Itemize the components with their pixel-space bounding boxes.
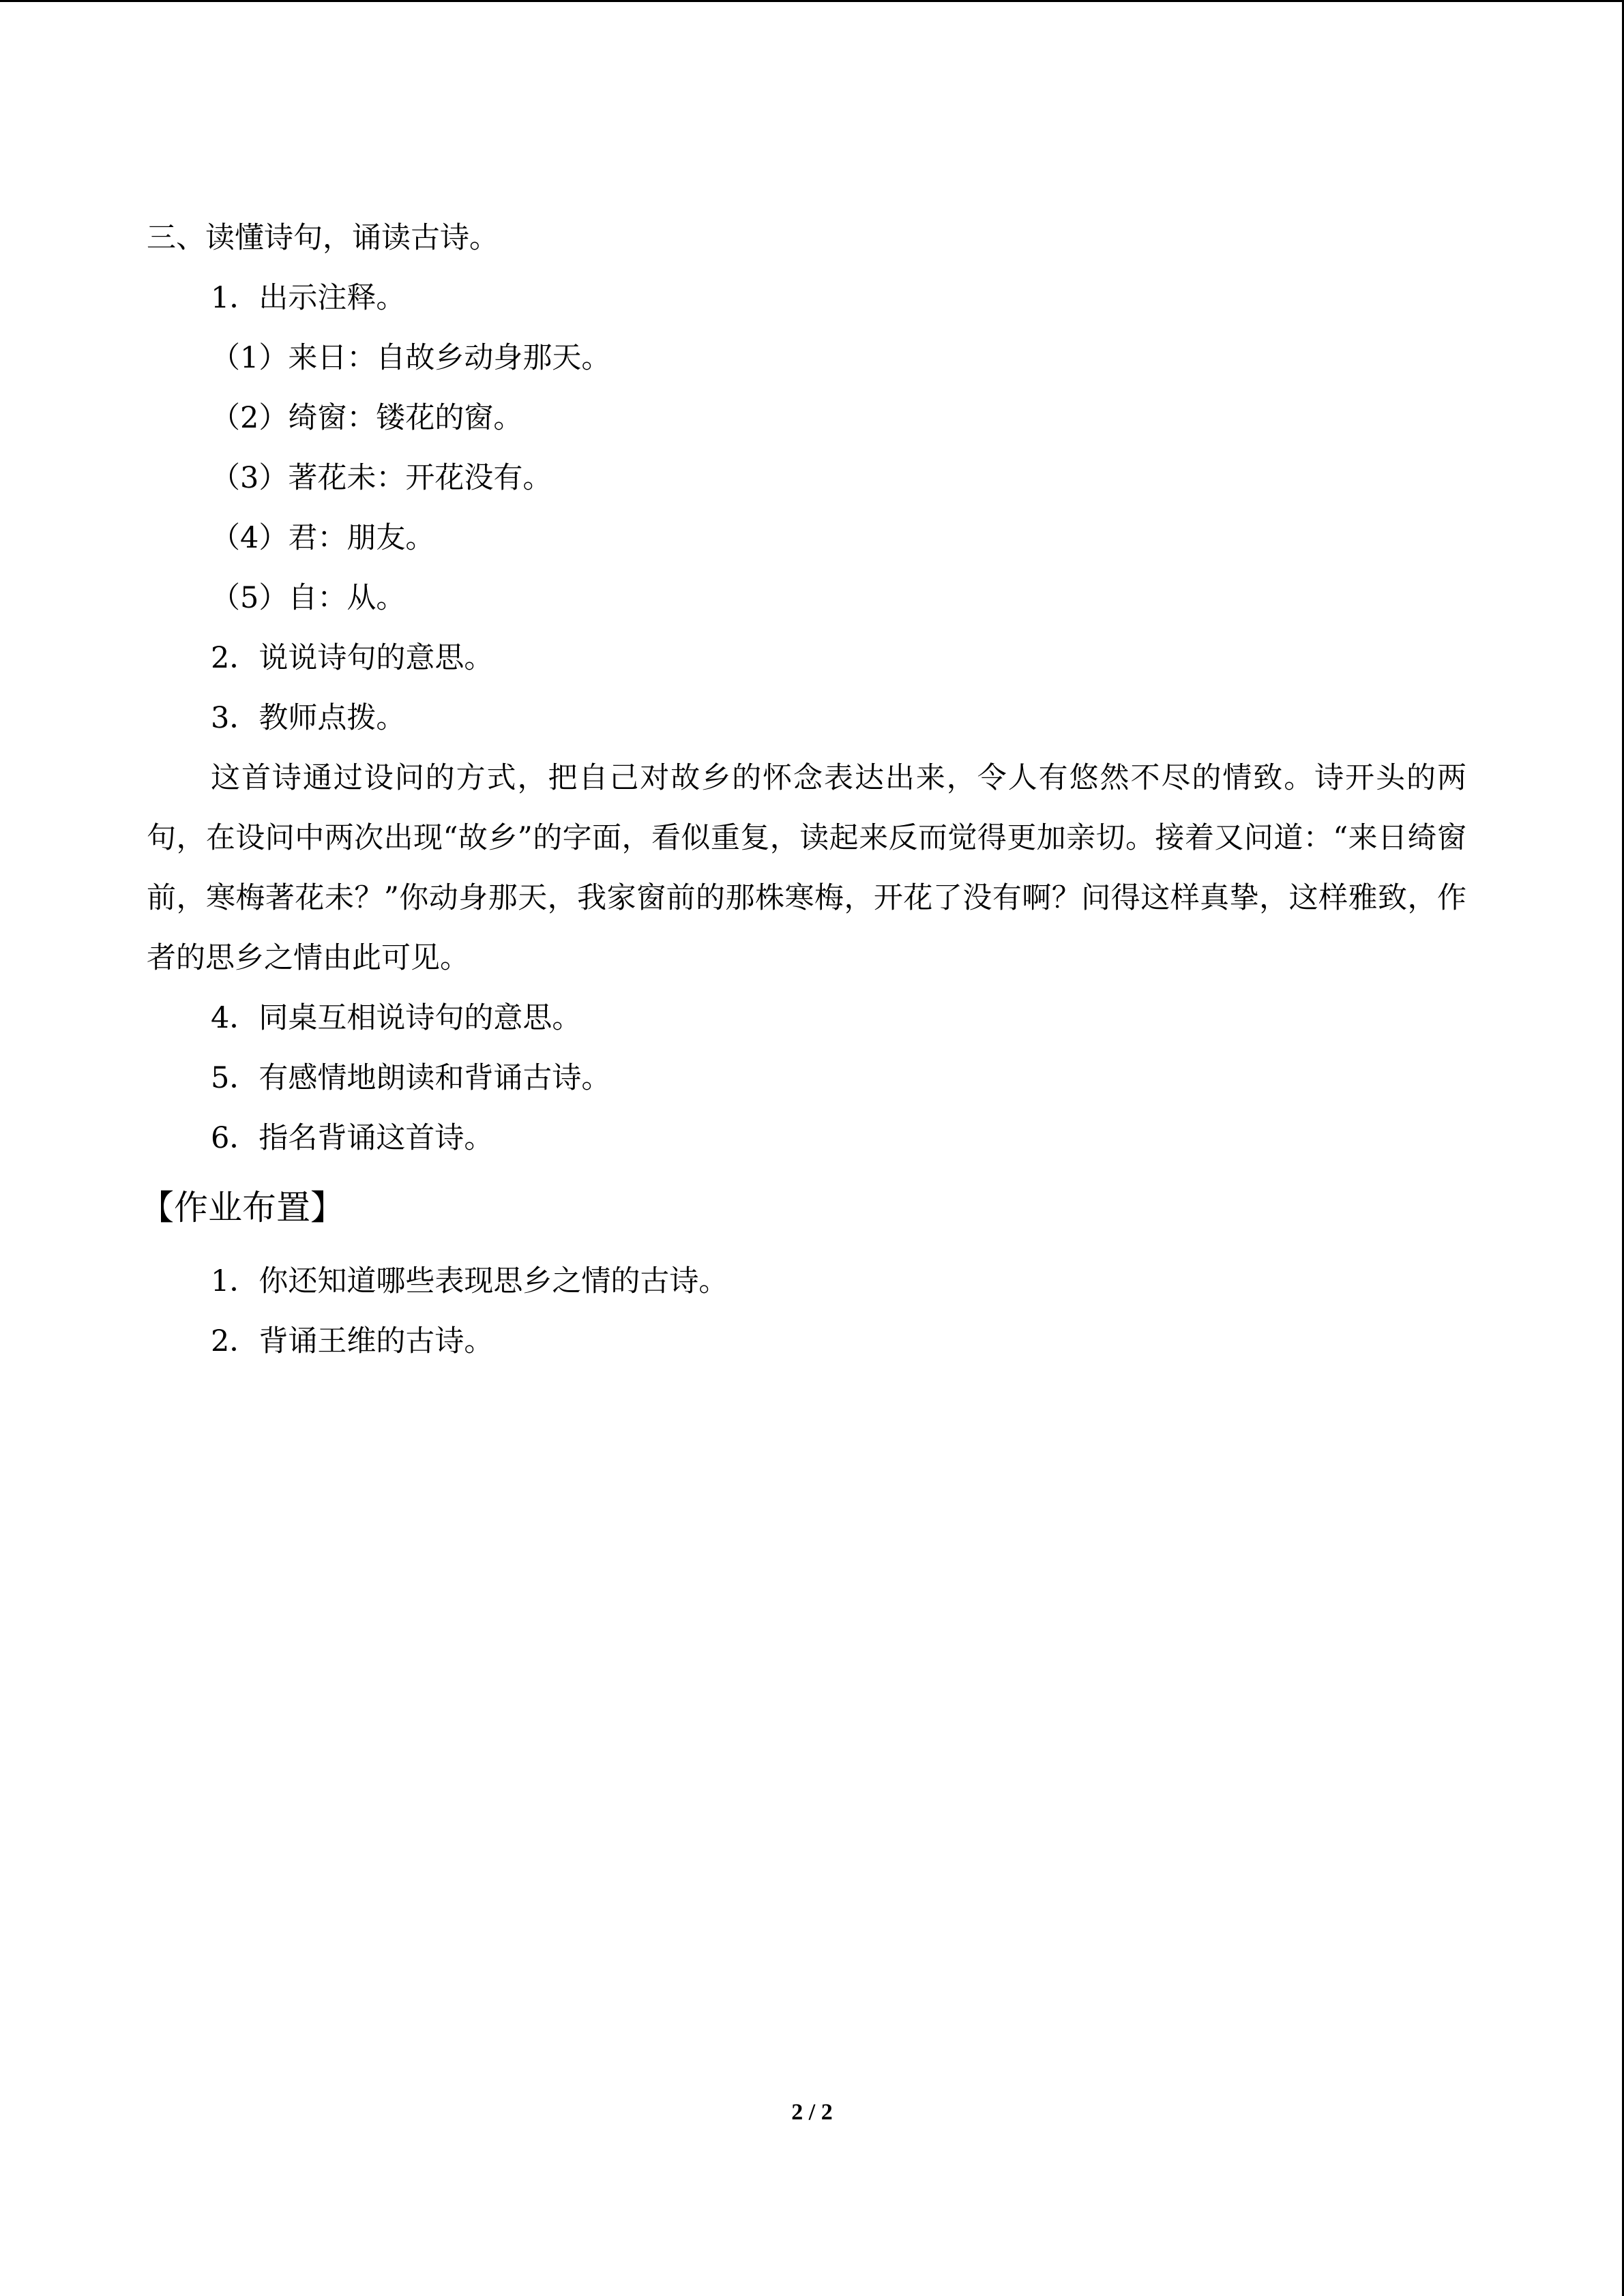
homework-item: 2．背诵王维的古诗。 [211,1324,494,1358]
homework-item: 1．你还知道哪些表现思乡之情的古诗。 [211,1264,728,1298]
homework-heading: 【作业布置】 [140,1188,344,1227]
note-item: （3）著花未：开花没有。 [211,461,552,495]
note-item: （2）绮窗：镂花的窗。 [211,401,523,435]
step-teacher-guidance: 3．教师点拨。 [211,701,406,735]
step-recite-with-feeling: 5．有感情地朗读和背诵古诗。 [211,1061,611,1095]
note-item: （5）自：从。 [211,581,406,615]
step-show-notes: 1．出示注释。 [211,281,406,315]
step-named-recitation: 6．指名背诵这首诗。 [211,1121,494,1155]
note-item: （4）君：朋友。 [211,521,435,555]
note-item: （1）来日：自故乡动身那天。 [211,341,611,375]
step-pair-discussion: 4．同桌互相说诗句的意思。 [211,1001,582,1035]
document-page [140,208,1466,1371]
section-title: 三、读懂诗句，诵读古诗。 [147,221,499,255]
analysis-paragraph: 这首诗通过设问的方式，把自己对故乡的怀念表达出来，令人有悠然不尽的情致。诗开头的两句，在设问中两次出现“故乡”的字面，看似重复，读起来反而觉得更加亲切。接着又问道：“来日绮窗前，寒梅著花未？”你动身那天，我家窗前的那株寒梅，开花了没有啊？问得这样真挚，这样雅致，作者的思乡之情由此可见。 [147,761,1466,975]
top-border-line [0,0,1624,2]
step-explain-meaning: 2．说说诗句的意思。 [211,641,494,675]
page-number: 2 / 2 [791,2100,833,2125]
